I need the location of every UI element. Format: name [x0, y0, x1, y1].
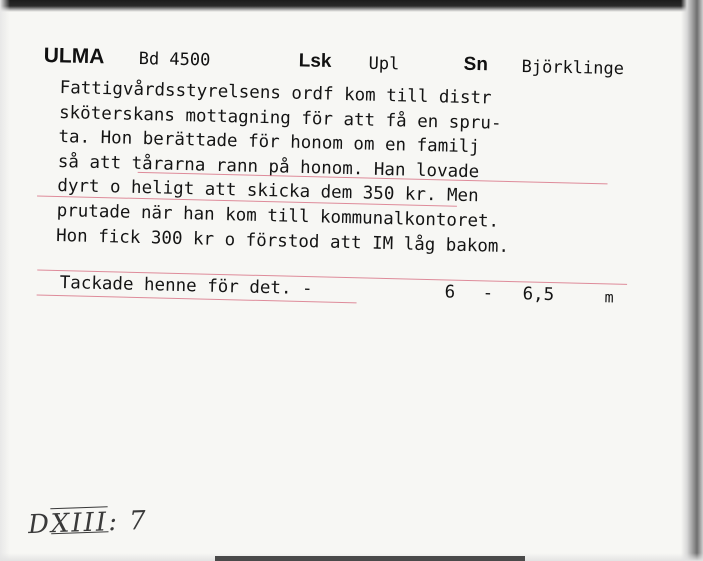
handwritten-suffix: : 7	[107, 505, 149, 538]
footer-text: Tackade henne för det. -	[59, 273, 313, 300]
footer-dash: -	[482, 283, 494, 304]
footer-unit: m	[604, 288, 614, 307]
handwritten-prefix: D	[27, 509, 52, 541]
card-body-text	[56, 76, 513, 259]
scan-edge-right	[681, 0, 703, 561]
text-line-6: prutade när han kom till kommunalkontoret.	[56, 200, 500, 232]
scan-edge-left	[0, 0, 10, 561]
landskap-value: Upl	[368, 53, 400, 75]
text-line-2: sköterskans mottagning för att få en spru-	[58, 102, 502, 134]
archive-number: Bd 4500	[138, 48, 211, 71]
scan-edge-top	[0, 0, 703, 12]
scan-edge-bottom-shadow	[215, 556, 525, 561]
footer-number-a: 6	[444, 282, 456, 303]
text-line-4: så att tårarna rann på honom. Han lovade	[57, 151, 480, 183]
socken-label: Sn	[463, 53, 489, 76]
text-line-5: dyrt o heligt att skicka dem 350 kr. Men	[57, 176, 479, 207]
handwritten-reference	[28, 506, 149, 540]
text-line-1: Fattigvårdsstyrelsens ordf kom till distr	[59, 77, 492, 109]
text-line-7: Hon fick 300 kr o förstod att IM låg bakom.	[55, 225, 510, 257]
text-line-3: ta. Hon berättade för honom om en familj	[58, 127, 481, 158]
handwritten-roman: XIII	[50, 507, 109, 540]
footer-number-b: 6,5	[522, 284, 555, 306]
socken-value: Björklinge	[521, 57, 625, 80]
landskap-label: Lsk	[298, 50, 332, 73]
archive-label: ULMA	[43, 44, 105, 69]
